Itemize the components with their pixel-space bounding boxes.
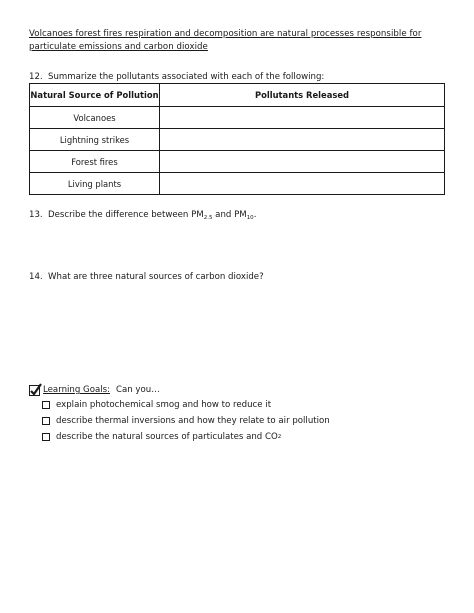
learning-goals-lead: Can you… <box>115 385 160 395</box>
learning-goals-header <box>29 384 330 396</box>
list-item[interactable] <box>42 414 330 428</box>
table-cell-pollutants[interactable] <box>160 129 445 151</box>
table-header-source: Natural Source of Pollution <box>30 84 160 107</box>
question-14 <box>29 272 264 283</box>
table-cell-source: Forest fires <box>30 151 160 173</box>
question-13-text-a: Describe the difference between PM <box>48 210 204 220</box>
table-cell-source: Volcanoes <box>30 107 160 129</box>
checkbox-icon[interactable] <box>42 401 50 409</box>
list-item[interactable] <box>42 430 330 444</box>
question-12 <box>29 72 324 83</box>
pm10-subscript: 10 <box>246 215 254 221</box>
question-13 <box>29 210 256 224</box>
intro-statement: Volcanoes forest fires respiration and decomposition are natural processes responsible for particulate emissions and carbon dioxide <box>29 29 422 52</box>
question-13-number: 13. <box>29 210 43 220</box>
question-13-text-b: and PM <box>212 210 247 220</box>
goal-text: describe thermal inversions and how they relate to air pollution <box>56 416 330 426</box>
checkbox-icon[interactable] <box>42 417 50 425</box>
pm25-subscript: 2.5 <box>203 215 213 221</box>
table-cell-pollutants[interactable] <box>160 151 445 173</box>
question-12-number: 12. <box>29 72 43 82</box>
table-row <box>30 151 445 173</box>
list-item[interactable] <box>42 398 330 412</box>
table-cell-source: Lightning strikes <box>30 129 160 151</box>
table-row <box>30 107 445 129</box>
table-row <box>30 173 445 195</box>
checkbox-icon[interactable] <box>42 433 50 441</box>
table-row <box>30 129 445 151</box>
question-13-text-c: . <box>253 210 257 220</box>
table-header-row <box>30 84 445 107</box>
learning-goals-title: Learning Goals: <box>43 385 110 395</box>
goal-text: describe the natural sources of particulates and CO <box>56 432 278 442</box>
question-12-text: Summarize the pollutants associated with each of the following: <box>48 72 325 82</box>
learning-goals <box>29 384 330 444</box>
table-cell-source: Living plants <box>30 173 160 195</box>
table-header-pollutants: Pollutants Released <box>160 84 445 107</box>
pollution-table <box>29 83 445 195</box>
question-14-text: What are three natural sources of carbon dioxide? <box>48 272 264 282</box>
table-cell-pollutants[interactable] <box>160 107 445 129</box>
question-14-number: 14. <box>29 272 43 282</box>
co2-subscript: 2 <box>277 434 282 440</box>
goal-text: explain photochemical smog and how to reduce it <box>56 400 272 410</box>
checkmark-icon <box>29 385 40 396</box>
table-cell-pollutants[interactable] <box>160 173 445 195</box>
